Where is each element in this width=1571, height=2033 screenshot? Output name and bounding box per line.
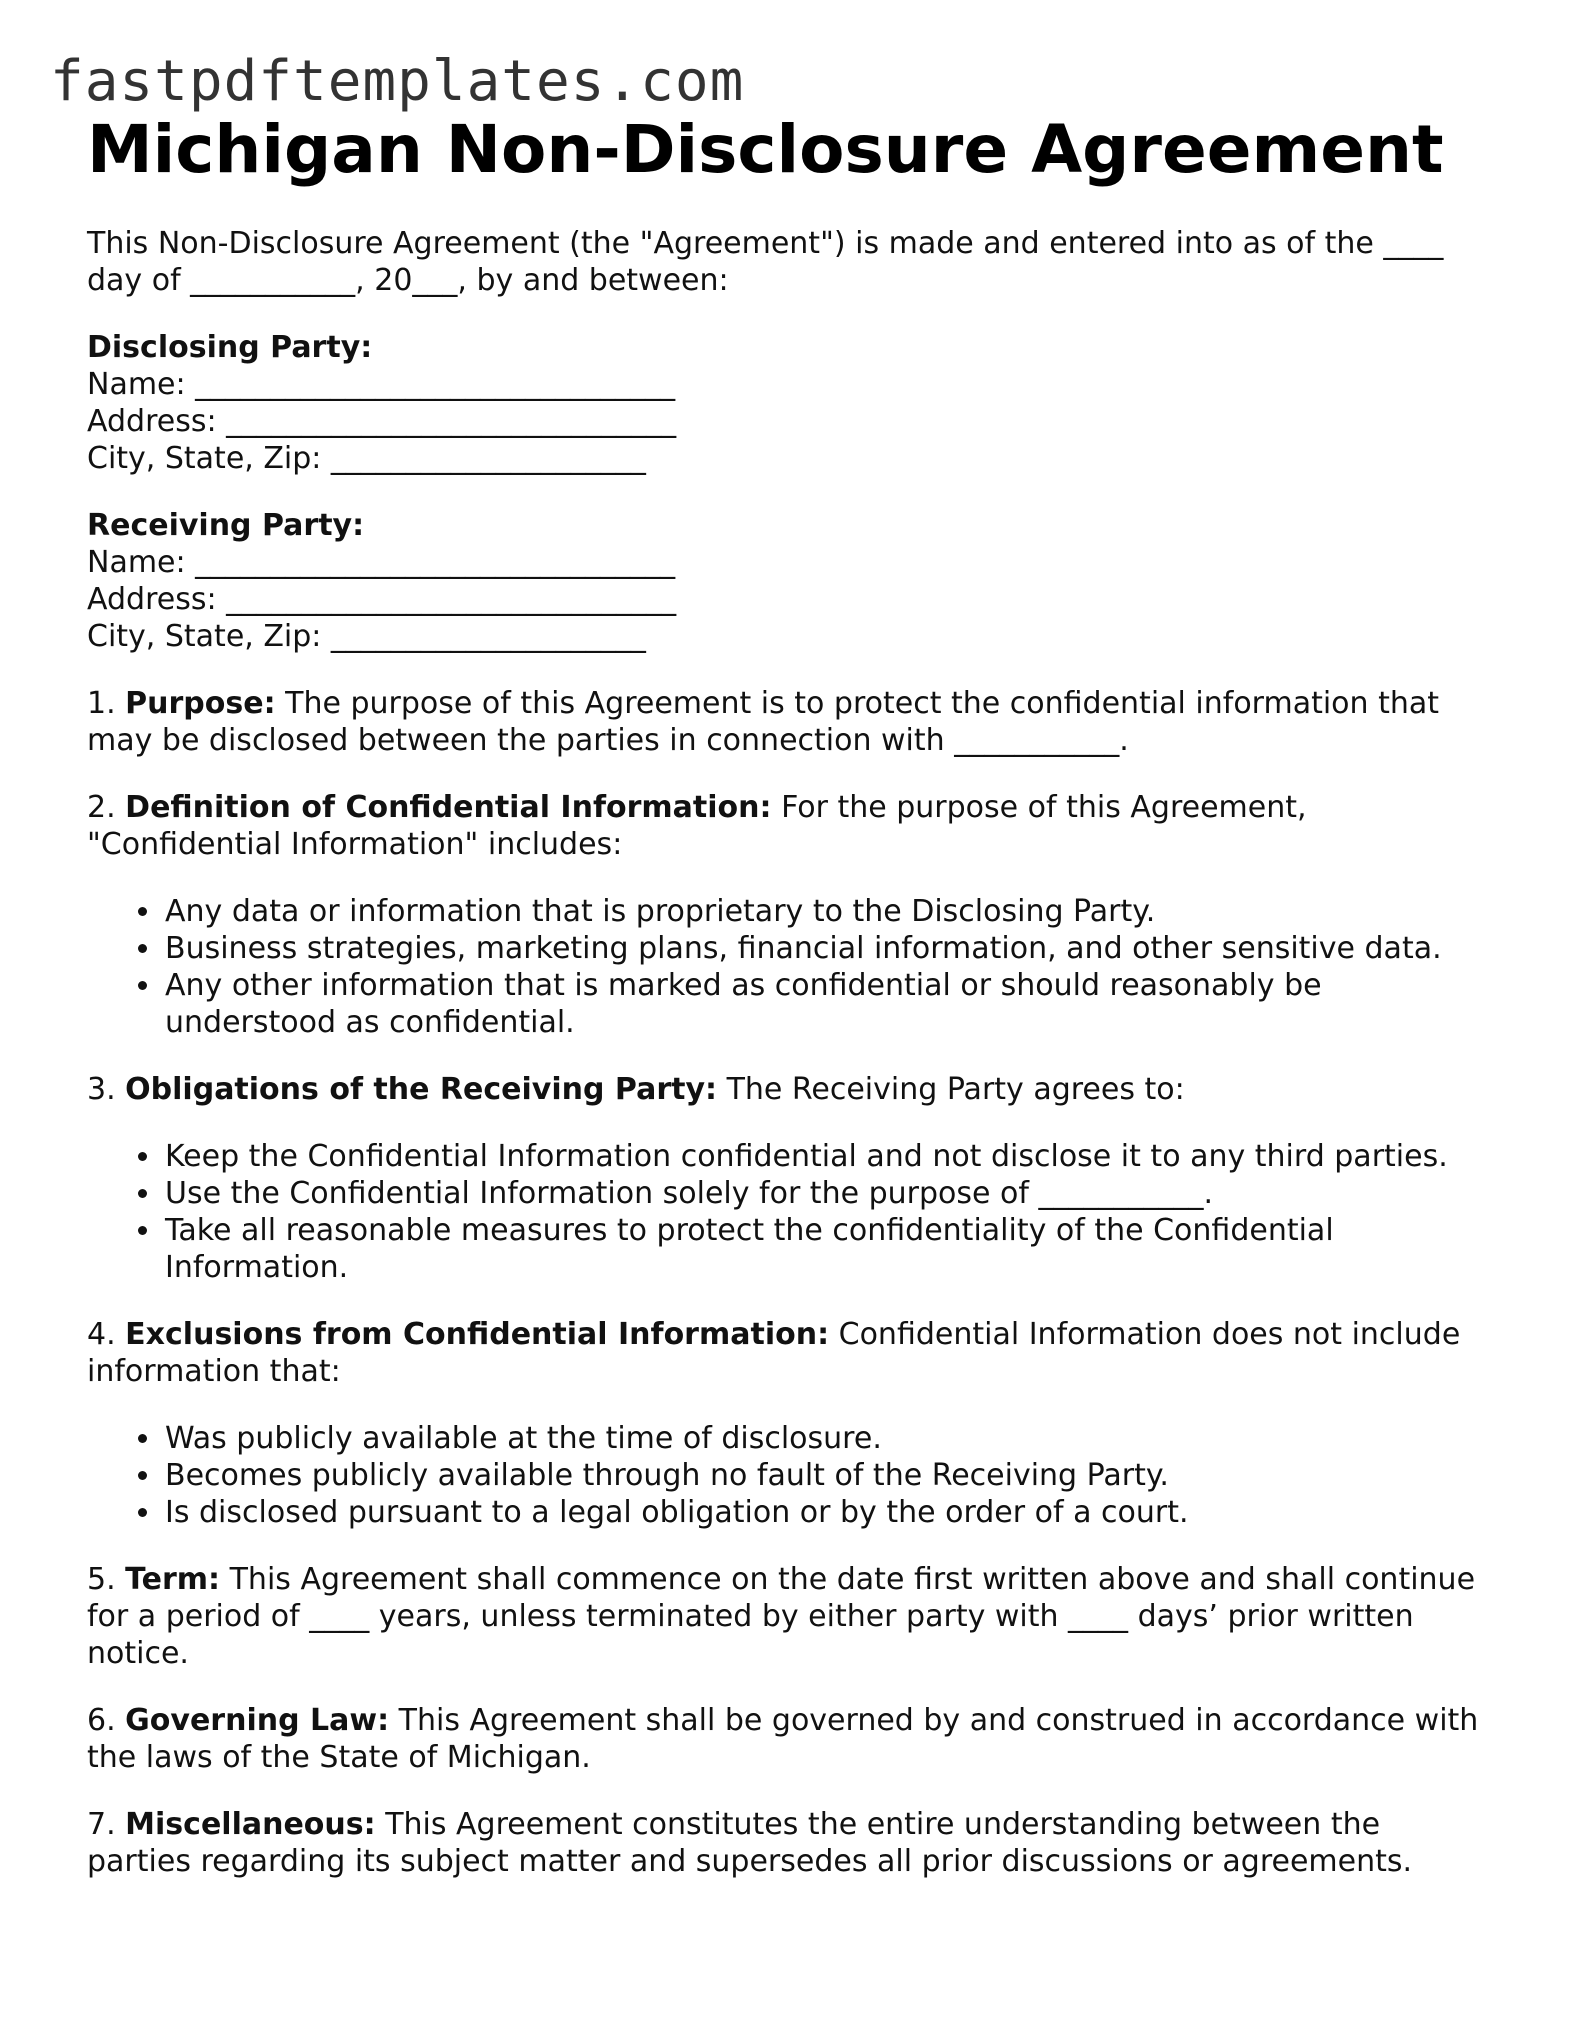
list-item: • Is disclosed pursuant to a legal obligation or by the order of a court. xyxy=(163,1494,1487,1531)
document-page xyxy=(87,110,1487,1880)
section-heading: Term: xyxy=(125,1562,221,1597)
section-intro xyxy=(87,1316,1487,1390)
section-governing-law xyxy=(87,1702,1487,1776)
section-obligations xyxy=(87,1071,1487,1286)
section-text: This Agreement shall commence on the date first written above and shall continue for a period of ____ years, unless terminated by either party with ____ days’ prior written notice. xyxy=(87,1562,1476,1671)
list-item: • Any other information that is marked as confidential or should reasonably be understood as confidential. xyxy=(163,967,1487,1041)
watermark: fastpdftemplates.com xyxy=(50,49,745,114)
section-miscellaneous xyxy=(87,1806,1487,1880)
section-text: This Agreement shall be governed by and construed in accordance with the laws of the State of Michigan. xyxy=(87,1703,1479,1775)
section-intro xyxy=(87,789,1487,863)
list-item: • Take all reasonable measures to protect the confidentiality of the Confidential Information. xyxy=(163,1212,1487,1286)
section-text: This Agreement constitutes the entire understanding between the parties regarding its subject matter and supersedes all prior discussions or agreements. xyxy=(87,1807,1413,1879)
section-purpose xyxy=(87,685,1487,759)
document-body xyxy=(87,225,1487,1880)
section-heading: Exclusions from Confidential Information: xyxy=(125,1317,830,1352)
section-number: 6. xyxy=(87,1703,116,1738)
section-heading: Miscellaneous: xyxy=(125,1807,376,1842)
section-intro xyxy=(87,1071,1487,1108)
obligations-list xyxy=(87,1138,1487,1286)
section-number: 3. xyxy=(87,1072,116,1107)
receiving-party-city-field: City, State, Zip: _____________________ xyxy=(87,619,646,654)
section-text: The purpose of this Agreement is to protect the confidential information that may be disclosed between the parties in connection with ___________. xyxy=(87,686,1440,758)
section-number: 5. xyxy=(87,1562,116,1597)
section-number: 2. xyxy=(87,790,116,825)
section-exclusions xyxy=(87,1316,1487,1531)
exclusions-list xyxy=(87,1420,1487,1531)
definition-list xyxy=(87,893,1487,1041)
list-item: • Was publicly available at the time of disclosure. xyxy=(163,1420,1487,1457)
list-item: • Use the Confidential Information solely for the purpose of ___________. xyxy=(163,1175,1487,1212)
list-item: • Any data or information that is proprietary to the Disclosing Party. xyxy=(163,893,1487,930)
disclosing-party-heading: Disclosing Party: xyxy=(87,330,373,365)
disclosing-party-address-field: Address: ______________________________ xyxy=(87,404,677,439)
section-text: For the purpose of this Agreement, "Confidential Information" includes: xyxy=(87,790,1307,862)
disclosing-party-block xyxy=(87,329,1487,477)
section-text: Confidential Information does not include information that: xyxy=(87,1317,1461,1389)
intro-paragraph: This Non-Disclosure Agreement (the "Agreement") is made and entered into as of the ____ day of ___________, 20___, by and between: xyxy=(87,226,1444,298)
receiving-party-heading: Receiving Party: xyxy=(87,508,365,543)
receiving-party-name-field: Name: ________________________________ xyxy=(87,545,676,580)
receiving-party-address-field: Address: ______________________________ xyxy=(87,582,677,617)
section-term xyxy=(87,1561,1487,1672)
section-text: The Receiving Party agrees to: xyxy=(726,1072,1185,1107)
section-number: 4. xyxy=(87,1317,116,1352)
disclosing-party-name-field: Name: ________________________________ xyxy=(87,367,676,402)
list-item: • Keep the Confidential Information confidential and not disclose it to any third parties. xyxy=(163,1138,1487,1175)
document-title: Michigan Non-Disclosure Agreement xyxy=(87,111,1444,188)
list-item: • Business strategies, marketing plans, financial information, and other sensitive data. xyxy=(163,930,1487,967)
section-number: 1. xyxy=(87,686,116,721)
receiving-party-block xyxy=(87,507,1487,655)
section-definition xyxy=(87,789,1487,1041)
list-item: • Becomes publicly available through no fault of the Receiving Party. xyxy=(163,1457,1487,1494)
section-heading: Obligations of the Receiving Party: xyxy=(125,1072,718,1107)
section-heading: Definition of Confidential Information: xyxy=(125,790,772,825)
section-heading: Purpose: xyxy=(125,686,276,721)
disclosing-party-city-field: City, State, Zip: _____________________ xyxy=(87,441,646,476)
section-heading: Governing Law: xyxy=(125,1703,390,1738)
section-number: 7. xyxy=(87,1807,116,1842)
